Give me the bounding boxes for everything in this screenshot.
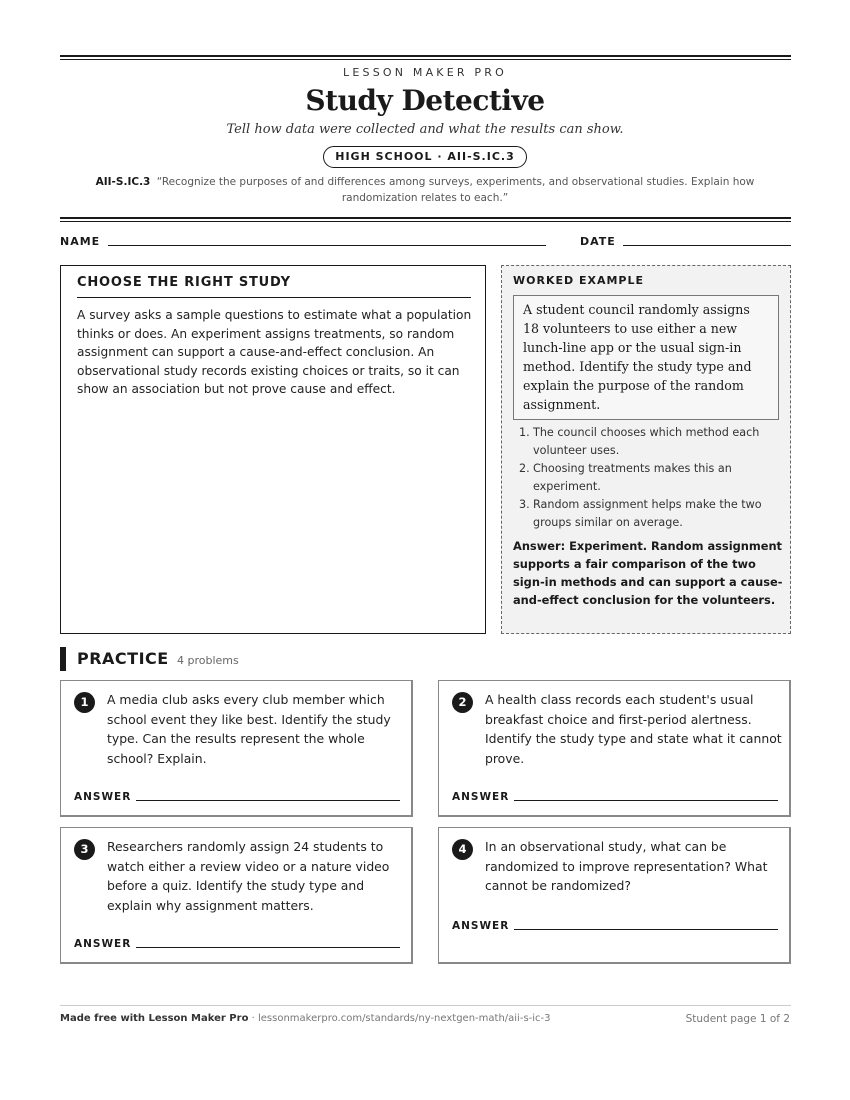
answer-field-2[interactable] xyxy=(514,800,778,801)
problem-text: A media club asks every club member which school event they like best. Identify the study type. Can the results represent the whole school? Explain. xyxy=(107,692,391,766)
problem-card-3 xyxy=(60,827,413,964)
answer-label: ANSWER xyxy=(74,938,132,950)
practice-title: PRACTICE xyxy=(77,649,169,668)
problem-card-4 xyxy=(438,827,791,964)
answer-label: ANSWER xyxy=(452,791,510,803)
footer-url[interactable]: · lessonmakerpro.com/standards/ny-nextgen-math/aii-s-ic-3 xyxy=(248,1013,551,1024)
standard-description xyxy=(85,174,765,206)
step-text: Choosing treatments makes this an experiment. xyxy=(533,462,732,493)
worked-example-heading: WORKED EXAMPLE xyxy=(513,274,644,287)
worked-step xyxy=(513,496,783,532)
date-label: DATE xyxy=(580,235,616,248)
problem-text: Researchers randomly assign 24 students to watch either a review video or a nature video before a quiz. Identify the study type and explain why assignment matters. xyxy=(107,839,390,913)
problem-text: In an observational study, what can be randomized to improve representation? What cannot be randomized? xyxy=(485,839,768,893)
answer-label: ANSWER xyxy=(452,920,510,932)
worked-example-box xyxy=(501,265,791,634)
step-number: 1. xyxy=(519,426,530,439)
brand-label: LESSON MAKER PRO xyxy=(343,66,507,79)
step-number: 2. xyxy=(519,462,530,475)
problem-card-1 xyxy=(60,680,413,817)
name-field[interactable] xyxy=(108,245,546,246)
worked-example-steps xyxy=(513,424,783,532)
footer-credit xyxy=(60,1013,551,1024)
concept-heading: CHOOSE THE RIGHT STUDY xyxy=(77,275,471,298)
concept-body: A survey asks a sample questions to estimate what a population thinks or does. An experiment assigns treatments, so random assignment can support a cause-and-effect conclusion. An observational study records existing choices or traits, so it can show an association but not prove cause and effect. xyxy=(77,308,472,396)
practice-count: 4 problems xyxy=(177,654,239,667)
worked-example-answer: Answer: Experiment. Random assignment supports a fair comparison of the two sign-in methods and can support a cause-and-effect conclusion for the volunteers. xyxy=(513,539,783,607)
footer-made-with: Made free with Lesson Maker Pro xyxy=(60,1013,249,1024)
footer-page-number: Student page 1 of 2 xyxy=(685,1013,790,1025)
step-text: Random assignment helps make the two groups similar on average. xyxy=(533,498,762,529)
problem-text: A health class records each student's usual breakfast choice and first-period alertness. Identify the study type and state what it cannot prove. xyxy=(485,692,782,766)
answer-field-3[interactable] xyxy=(136,947,400,948)
problem-card-2 xyxy=(438,680,791,817)
header-bottom-rule xyxy=(60,217,791,219)
date-field[interactable] xyxy=(623,245,791,246)
step-number: 3. xyxy=(519,498,530,511)
problem-number-badge: 3 xyxy=(74,839,95,860)
page-subtitle: Tell how data were collected and what the results can show. xyxy=(226,122,624,137)
standard-text: “Recognize the purposes of and differences among surveys, experiments, and observational studies. Explain how randomization relates to each.” xyxy=(156,176,755,204)
worked-step xyxy=(513,460,783,496)
answer-field-4[interactable] xyxy=(514,929,778,930)
problem-number-badge: 1 xyxy=(74,692,95,713)
header-top-rule xyxy=(60,55,791,57)
worked-step xyxy=(513,424,783,460)
problem-number-badge: 4 xyxy=(452,839,473,860)
worked-example-prompt: A student council randomly assigns 18 volunteers to use either a new lunch-line app or the usual sign-in method. Identify the study type and explain the purpose of the random assignment. xyxy=(513,295,779,420)
name-label: NAME xyxy=(60,235,101,248)
answer-label: ANSWER xyxy=(74,791,132,803)
grade-standard-badge: HIGH SCHOOL · AII-S.IC.3 xyxy=(323,146,527,168)
page-title: Study Detective xyxy=(305,84,545,117)
step-text: The council chooses which method each volunteer uses. xyxy=(533,426,760,457)
answer-field-1[interactable] xyxy=(136,800,400,801)
footer-rule xyxy=(60,1005,791,1006)
problem-number-badge: 2 xyxy=(452,692,473,713)
standard-code: AII-S.IC.3 xyxy=(95,176,151,188)
concept-box xyxy=(60,265,486,634)
practice-accent-bar xyxy=(60,647,66,671)
